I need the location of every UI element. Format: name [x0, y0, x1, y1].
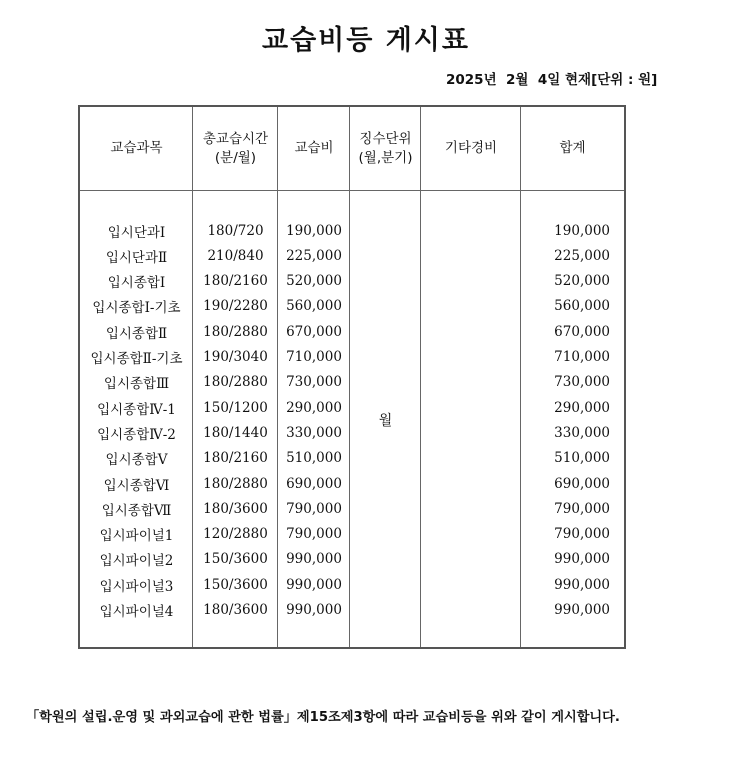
cell-sum: 290,000	[554, 399, 610, 416]
cell-fee: 990,000	[286, 602, 342, 618]
cell-fee: 990,000	[286, 576, 342, 593]
cell-sum: 990,000	[554, 576, 610, 593]
cell-sum: 790,000	[554, 526, 610, 543]
cell-fee: 560,000	[286, 298, 342, 315]
cell-sum: 690,000	[554, 475, 610, 492]
cell-subject: 입시종합Ⅰ	[107, 275, 166, 292]
cell-total-time: 180/720	[207, 222, 264, 239]
cell-total-time: 180/3600	[203, 602, 268, 618]
cell-total-time: 180/2160	[203, 273, 268, 290]
header-subject: 교습과목	[110, 140, 163, 156]
cell-fee: 225,000	[286, 247, 342, 264]
date-unit-line: 2025년 2월 4일 현재[단위 : 원]	[446, 72, 658, 88]
cell-fee: 670,000	[286, 323, 342, 340]
cell-total-time: 180/1440	[203, 424, 268, 441]
table-header-row	[80, 107, 624, 191]
cell-subject: 입시종합Ⅳ-2	[97, 426, 176, 443]
cell-total-time: 150/3600	[203, 551, 268, 568]
cell-subject: 입시종합Ⅵ	[103, 477, 170, 494]
cell-fee: 710,000	[286, 349, 342, 365]
cell-fee: 290,000	[286, 399, 342, 416]
cell-total-time: 150/1200	[203, 399, 268, 416]
cell-fee: 510,000	[286, 450, 342, 467]
cell-subject: 입시종합Ⅶ	[101, 502, 172, 519]
page-title: 교습비등 게시표	[262, 25, 470, 56]
cell-subject: 입시종합Ⅰ-기초	[92, 300, 181, 317]
cell-subject: 입시파이널3	[99, 578, 174, 595]
cell-sum: 710,000	[554, 349, 610, 365]
cell-sum: 225,000	[554, 247, 610, 264]
header-sum: 합계	[559, 140, 586, 156]
collection-unit-value: 월	[378, 412, 393, 429]
cell-total-time: 210/840	[207, 247, 264, 264]
cell-total-time: 180/2880	[203, 323, 268, 340]
cell-fee: 190,000	[286, 222, 342, 239]
cell-total-time: 180/2880	[203, 475, 268, 492]
cell-sum: 560,000	[554, 298, 610, 315]
cell-subject: 입시종합Ⅲ	[103, 376, 170, 393]
cell-total-time: 190/2280	[203, 298, 268, 315]
cell-total-time: 180/2160	[203, 450, 268, 467]
cell-total-time: 190/3040	[203, 349, 268, 365]
cell-fee: 730,000	[286, 374, 342, 391]
legal-notice: 「학원의 설립.운영 및 과외교습에 관한 법률」제15조제3항에 따라 교습비등을 위와 같이 게시합니다.	[26, 710, 620, 725]
cell-subject: 입시종합Ⅳ-1	[97, 401, 176, 418]
cell-sum: 790,000	[554, 500, 610, 517]
cell-subject: 입시파이널4	[99, 604, 174, 620]
header-fee: 교습비	[294, 140, 334, 156]
header-total-time: 총교습시간 (분/월)	[202, 130, 269, 166]
header-collection-unit: 징수단위 (월,분기)	[358, 130, 413, 166]
cell-fee: 790,000	[286, 500, 342, 517]
cell-total-time: 180/3600	[203, 500, 268, 517]
cell-sum: 520,000	[554, 273, 610, 290]
cell-sum: 190,000	[554, 222, 610, 239]
cell-fee: 520,000	[286, 273, 342, 290]
cell-subject: 입시종합Ⅴ	[105, 452, 168, 469]
cell-subject: 입시단과Ⅰ	[107, 224, 166, 241]
cell-fee: 990,000	[286, 551, 342, 568]
cell-subject: 입시단과Ⅱ	[105, 249, 168, 266]
cell-sum: 330,000	[554, 424, 610, 441]
cell-subject: 입시종합Ⅱ	[105, 325, 168, 342]
cell-sum: 670,000	[554, 323, 610, 340]
cell-fee: 690,000	[286, 475, 342, 492]
cell-subject: 입시파이널2	[99, 553, 174, 570]
cell-sum: 990,000	[554, 602, 610, 618]
cell-total-time: 150/3600	[203, 576, 268, 593]
cell-sum: 990,000	[554, 551, 610, 568]
cell-sum: 730,000	[554, 374, 610, 391]
cell-fee: 790,000	[286, 526, 342, 543]
cell-total-time: 180/2880	[203, 374, 268, 391]
cell-total-time: 120/2880	[203, 526, 268, 543]
fee-table	[78, 105, 626, 649]
cell-fee: 330,000	[286, 424, 342, 441]
cell-sum: 510,000	[554, 450, 610, 467]
cell-subject: 입시종합Ⅱ-기초	[90, 351, 183, 367]
header-other-expenses: 기타경비	[444, 140, 498, 156]
cell-subject: 입시파이널1	[99, 528, 174, 545]
